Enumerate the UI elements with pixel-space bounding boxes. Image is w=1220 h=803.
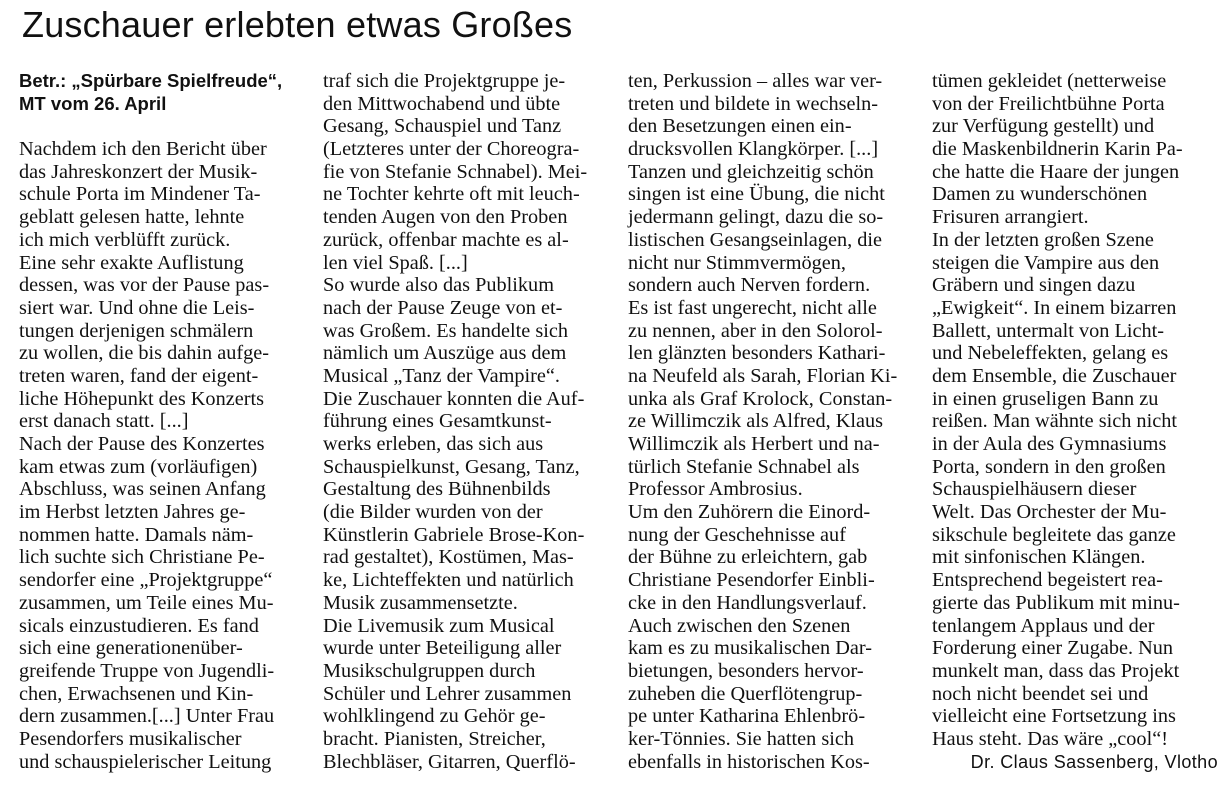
text-line: Nach der Pause des Konzertes xyxy=(19,433,265,455)
text-line: sicals einzustudieren. Es fand xyxy=(19,614,259,637)
text-line: Schauspielkunst, Gesang, Tanz, xyxy=(323,455,580,478)
text-line: jedermann gelingt, dazu die so- xyxy=(628,206,884,229)
article-headline: Zuschauer erlebten etwas Großes xyxy=(22,4,573,45)
text-line: Die Livemusik zum Musical xyxy=(323,614,555,637)
text-line: steigen die Vampire aus den xyxy=(932,251,1160,274)
text-line: Musical „Tanz der Vampire“. xyxy=(323,364,560,387)
text-line: Damen zu wunderschönen xyxy=(932,183,1148,206)
text-line: geblatt gelesen hatte, lehnte xyxy=(19,206,245,229)
text-line: vielleicht eine Fortsetzung ins xyxy=(932,705,1176,728)
text-line: schule Porta im Mindener Ta- xyxy=(19,183,261,206)
text-line: reißen. Man wähnte sich nicht xyxy=(932,410,1177,433)
text-line: wohlklingend zu Gehör ge- xyxy=(323,705,546,728)
text-line: „Ewigkeit“. In einem bizarren xyxy=(932,296,1177,319)
reference-line: Betr.: „Spürbare Spielfreude“, xyxy=(19,70,283,91)
author-signature: Dr. Claus Sassenberg, Vlotho xyxy=(970,751,1218,772)
text-line: tungen derjenigen schmälern xyxy=(19,319,254,342)
text-line: In der letzten großen Szene xyxy=(932,228,1154,251)
text-line: Gestaltung des Bühnenbilds xyxy=(323,478,551,501)
text-line: na Neufeld als Sarah, Florian Ki- xyxy=(628,364,898,387)
text-line: die Maskenbildnerin Karin Pa- xyxy=(932,138,1183,161)
text-line: len viel Spaß. [...] xyxy=(323,251,468,274)
text-line: nach der Pause Zeuge von et- xyxy=(323,296,563,319)
text-line: Musik zusammensetzte. xyxy=(323,591,518,614)
text-line: wurde unter Beteiligung aller xyxy=(323,637,562,660)
text-line: Tanzen und gleichzeitig schön xyxy=(628,160,874,183)
text-line: Porta, sondern in den großen xyxy=(932,455,1166,478)
text-line: ker-Tönnies. Sie hatten sich xyxy=(628,727,855,750)
text-line: ke, Lichteffekten und natürlich xyxy=(323,569,574,592)
article-column-1 xyxy=(19,70,305,773)
text-line: Es ist fast ungerecht, nicht alle xyxy=(628,296,877,319)
text-line: Blechbläser, Gitarren, Querflö- xyxy=(323,750,576,773)
text-line: Schauspielhäusern dieser xyxy=(932,478,1137,501)
column-2-text xyxy=(323,70,609,773)
text-line: nung der Geschehnisse auf xyxy=(628,523,846,546)
text-line: den Besetzungen einen ein- xyxy=(628,115,852,138)
text-line: tenden Augen von den Proben xyxy=(323,206,568,229)
text-line: Pesendorfers musikalischer xyxy=(19,727,242,750)
text-line: siert war. Und ohne die Leis- xyxy=(19,296,255,319)
text-line: den Mittwochabend und übte xyxy=(323,92,561,115)
text-line: Nachdem ich den Bericht über xyxy=(19,138,267,161)
text-line: sondern auch Nerven fordern. xyxy=(628,274,871,297)
text-line: kam etwas zum (vorläufigen) xyxy=(19,455,258,478)
text-line: rad gestaltet), Kostümen, Mas- xyxy=(323,546,574,569)
text-line: in der Aula des Gymnasiums xyxy=(932,433,1167,455)
article-column-2 xyxy=(323,70,609,773)
text-line: zurück, offenbar machte es al- xyxy=(323,228,569,251)
text-line: tümen gekleidet (netterweise xyxy=(932,70,1167,92)
text-line: Die Zuschauer konnten die Auf- xyxy=(323,387,585,410)
text-line: Forderung einer Zugabe. Nun xyxy=(932,637,1174,660)
text-line: treten und bildete in wechseln- xyxy=(628,92,879,115)
text-line: und schauspielerischer Leitung xyxy=(19,750,272,773)
text-line: mit sinfonischen Klängen. xyxy=(932,546,1146,569)
text-line: gierte das Publikum mit minu- xyxy=(932,591,1180,614)
text-line: ebenfalls in historischen Kos- xyxy=(628,750,870,773)
text-line: nicht nur Stimmvermögen, xyxy=(628,251,846,274)
text-line: Schüler und Lehrer zusammen xyxy=(323,682,572,705)
paragraph-spacer xyxy=(19,115,305,138)
text-line: Eine sehr exakte Auflistung xyxy=(19,251,244,274)
column-3-text xyxy=(628,70,914,773)
text-line: bracht. Pianisten, Streicher, xyxy=(323,727,546,750)
text-line: im Herbst letzten Jahres ge- xyxy=(19,501,246,524)
text-line: Künstlerin Gabriele Brose-Kon- xyxy=(323,523,585,546)
text-line: dem Ensemble, die Zuschauer xyxy=(932,364,1177,387)
text-line: zu nennen, aber in den Solorol- xyxy=(628,319,883,342)
text-line: Haus steht. Das wäre „cool“! xyxy=(932,727,1168,750)
text-line: So wurde also das Publikum xyxy=(323,274,554,297)
text-line: unka als Graf Krolock, Constan- xyxy=(628,387,893,410)
text-line: drucksvollen Klangkörper. [...] xyxy=(628,138,879,161)
text-line: erst danach statt. [...] xyxy=(19,410,189,433)
text-line: Welt. Das Orchester der Mu- xyxy=(932,501,1167,524)
text-line: zur Verfügung gestellt) und xyxy=(932,115,1155,138)
text-line: singen ist eine Übung, die nicht xyxy=(628,183,885,206)
column-4-text xyxy=(932,70,1218,751)
text-line: Musikschulgruppen durch xyxy=(323,659,536,682)
column-1-text xyxy=(19,138,305,773)
text-line: was Großem. Es handelte sich xyxy=(323,319,568,342)
text-line: sich eine generationenüber- xyxy=(19,637,243,660)
text-line: Entsprechend begeistert rea- xyxy=(932,569,1163,592)
text-line: ten, Perkussion – alles war ver- xyxy=(628,70,883,92)
text-line: dern zusammen.[...] Unter Frau xyxy=(19,705,275,728)
article-column-3 xyxy=(628,70,914,773)
text-line: von der Freilichtbühne Porta xyxy=(932,92,1165,115)
text-line: und Nebeleffekten, gelang es xyxy=(932,342,1169,365)
text-line: Gräbern und singen dazu xyxy=(932,274,1136,297)
text-line: werks erleben, das sich aus xyxy=(323,433,544,455)
text-line: Gesang, Schauspiel und Tanz xyxy=(323,115,562,138)
text-line: das Jahreskonzert der Musik- xyxy=(19,160,258,183)
text-line: zu wollen, die bis dahin aufge- xyxy=(19,342,270,365)
text-line: tenlangem Applaus und der xyxy=(932,614,1155,637)
article-column-4 xyxy=(932,70,1218,773)
text-line: lich suchte sich Christiane Pe- xyxy=(19,546,265,569)
text-line: munkelt man, dass das Projekt xyxy=(932,659,1180,682)
text-line: traf sich die Projektgruppe je- xyxy=(323,70,566,92)
text-line: türlich Stefanie Schnabel als xyxy=(628,455,860,478)
text-line: Christiane Pesendorfer Einbli- xyxy=(628,569,875,592)
text-line: nommen hatte. Damals näm- xyxy=(19,523,254,546)
text-line: führung eines Gesamtkunst- xyxy=(323,410,552,433)
text-line: (Letzteres unter der Choreogra- xyxy=(323,138,580,161)
text-line: sendorfer eine „Projektgruppe“ xyxy=(19,569,273,592)
text-line: fie von Stefanie Schnabel). Mei- xyxy=(323,160,588,183)
text-line: zusammen, um Teile eines Mu- xyxy=(19,591,274,614)
text-line: pe unter Katharina Ehlenbrö- xyxy=(628,705,866,728)
text-line: Um den Zuhörern die Einord- xyxy=(628,501,871,524)
text-line: len glänzten besonders Kathari- xyxy=(628,342,886,365)
text-line: chen, Erwachsenen und Kin- xyxy=(19,682,254,705)
text-line: kam es zu musikalischen Dar- xyxy=(628,637,873,660)
text-line: Ballett, untermalt von Licht- xyxy=(932,319,1165,342)
text-line: noch nicht beendet sei und xyxy=(932,682,1149,705)
text-line: cke in den Handlungsverlauf. xyxy=(628,591,867,614)
text-line: Willimczik als Herbert und na- xyxy=(628,433,880,455)
text-line: ne Tochter kehrte oft mit leuch- xyxy=(323,183,580,206)
text-line: che hatte die Haare der jungen xyxy=(932,160,1180,183)
text-line: listischen Gesangseinlagen, die xyxy=(628,228,883,251)
text-line: sikschule begleitete das ganze xyxy=(932,523,1176,546)
text-line: dessen, was vor der Pause pas- xyxy=(19,274,270,297)
text-line: liche Höhepunkt des Konzerts xyxy=(19,387,264,410)
text-line: greifende Truppe von Jugendli- xyxy=(19,659,275,682)
text-line: treten waren, fand der eigent- xyxy=(19,364,259,387)
text-line: ze Willimczik als Alfred, Klaus xyxy=(628,410,884,433)
reference-line: MT vom 26. April xyxy=(19,92,167,114)
text-line: nämlich um Auszüge aus dem xyxy=(323,342,567,365)
text-line: Abschluss, was seinen Anfang xyxy=(19,478,266,501)
text-line: ich mich verblüfft zurück. xyxy=(19,228,231,251)
text-line: in einen gruseligen Bann zu xyxy=(932,387,1159,410)
text-line: zuheben die Querflötengrup- xyxy=(628,682,863,705)
text-line: Professor Ambrosius. xyxy=(628,478,803,501)
text-line: Auch zwischen den Szenen xyxy=(628,614,851,637)
text-line: der Bühne zu erleichtern, gab xyxy=(628,546,868,569)
text-line: bietungen, besonders hervor- xyxy=(628,659,864,682)
text-line: Frisuren arrangiert. xyxy=(932,206,1089,229)
text-line: (die Bilder wurden von der xyxy=(323,501,543,524)
